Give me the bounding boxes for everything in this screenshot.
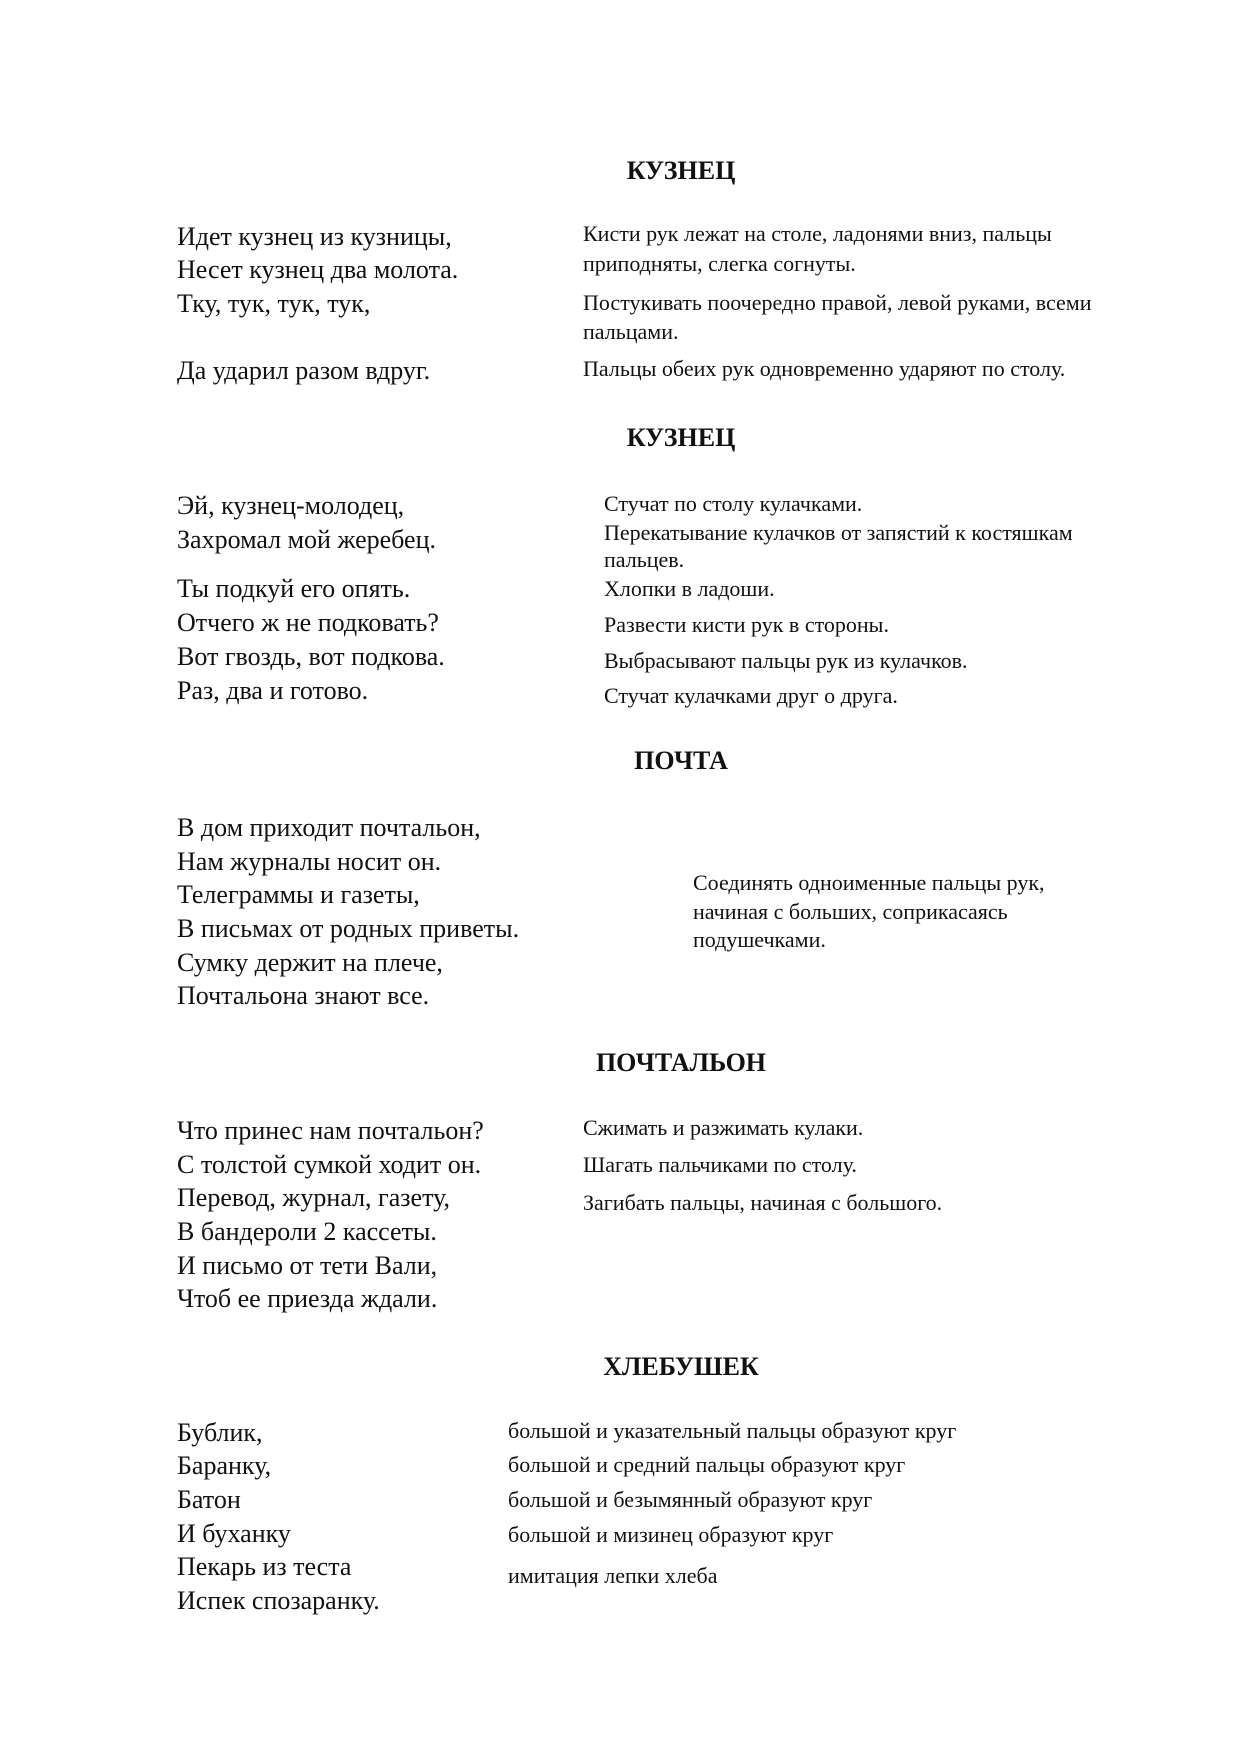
verse-line: Несет кузнец два молота. xyxy=(177,255,459,284)
action-instruction: большой и указательный пальцы образуют круг xyxy=(508,1418,957,1443)
action-instruction: большой и мизинец образуют круг xyxy=(508,1522,834,1547)
action-instruction: пальцев. xyxy=(604,547,685,572)
verse-line: Ты подкуй его опять. xyxy=(177,574,411,603)
verse-line: Сумку держит на плече, xyxy=(177,948,443,977)
verse-line: Раз, два и готово. xyxy=(177,676,369,705)
action-instruction: Перекатывание кулачков от запястий к костяшкам xyxy=(604,520,1073,545)
verse-line: Нам журналы носит он. xyxy=(177,847,442,876)
verse-line: В бандероли 2 кассеты. xyxy=(177,1217,437,1246)
verse-line: Да ударил разом вдруг. xyxy=(177,356,431,385)
verse-line: Перевод, журнал, газету, xyxy=(177,1183,450,1212)
action-instruction: начиная с больших, соприкасаясь xyxy=(693,899,1008,924)
action-instruction: Хлопки в ладоши. xyxy=(604,576,775,601)
verse-line: Тку, тук, тук, тук, xyxy=(177,289,371,318)
verse-line: Что принес нам почтальон? xyxy=(177,1116,484,1145)
action-instruction: Выбрасывают пальцы рук из кулачков. xyxy=(604,648,968,673)
verse-line: Бублик, xyxy=(177,1418,263,1447)
verse-line: Захромал мой жеребец. xyxy=(177,525,436,554)
verse-line: Идет кузнец из кузницы, xyxy=(177,222,452,251)
verse-line: Батон xyxy=(177,1485,241,1514)
action-instruction: пальцами. xyxy=(583,319,679,344)
section-title: КУЗНЕЦ xyxy=(626,156,736,185)
verse-line: Почтальона знают все. xyxy=(177,981,430,1010)
verse-line: Вот гвоздь, вот подкова. xyxy=(177,642,445,671)
action-instruction: Загибать пальцы, начиная с большого. xyxy=(583,1190,943,1215)
action-instruction: Соединять одноименные пальцы рук, xyxy=(693,870,1045,895)
verse-line: В дом приходит почтальон, xyxy=(177,813,481,842)
verse-line: И буханку xyxy=(177,1519,291,1548)
verse-line: Эй, кузнец-молодец, xyxy=(177,491,405,520)
action-instruction: большой и средний пальцы образуют круг xyxy=(508,1452,906,1477)
verse-line: И письмо от тети Вали, xyxy=(177,1251,438,1280)
action-instruction: Сжимать и разжимать кулаки. xyxy=(583,1115,864,1140)
verse-line: Пекарь из теста xyxy=(177,1552,352,1581)
action-instruction: имитация лепки хлеба xyxy=(508,1563,718,1588)
verse-line: С толстой сумкой ходит он. xyxy=(177,1150,482,1179)
section-title: ХЛЕБУШЕК xyxy=(603,1352,759,1381)
verse-line: Телеграммы и газеты, xyxy=(177,880,420,909)
action-instruction: Постукивать поочередно правой, левой руками, всеми xyxy=(583,290,1092,315)
action-instruction: приподняты, слегка согнуты. xyxy=(583,251,856,276)
action-instruction: Пальцы обеих рук одновременно ударяют по столу. xyxy=(583,356,1066,381)
verse-line: В письмах от родных приветы. xyxy=(177,914,520,943)
verse-line: Испек спозаранку. xyxy=(177,1586,380,1615)
action-instruction: большой и безымянный образуют круг xyxy=(508,1487,873,1512)
section-title: ПОЧТАЛЬОН xyxy=(595,1048,767,1077)
verse-line: Чтоб ее приезда ждали. xyxy=(177,1284,438,1313)
action-instruction: Стучат по столу кулачками. xyxy=(604,491,863,516)
verse-line: Отчего ж не подковать? xyxy=(177,608,439,637)
section-title: КУЗНЕЦ xyxy=(626,423,736,452)
action-instruction: Кисти рук лежат на столе, ладонями вниз, пальцы xyxy=(583,221,1052,246)
verse-line: Баранку, xyxy=(177,1451,272,1480)
action-instruction: подушечками. xyxy=(693,927,826,952)
action-instruction: Шагать пальчиками по столу. xyxy=(583,1152,857,1177)
section-title: ПОЧТА xyxy=(634,746,728,775)
action-instruction: Развести кисти рук в стороны. xyxy=(604,612,889,637)
action-instruction: Стучат кулачками друг о друга. xyxy=(604,683,898,708)
